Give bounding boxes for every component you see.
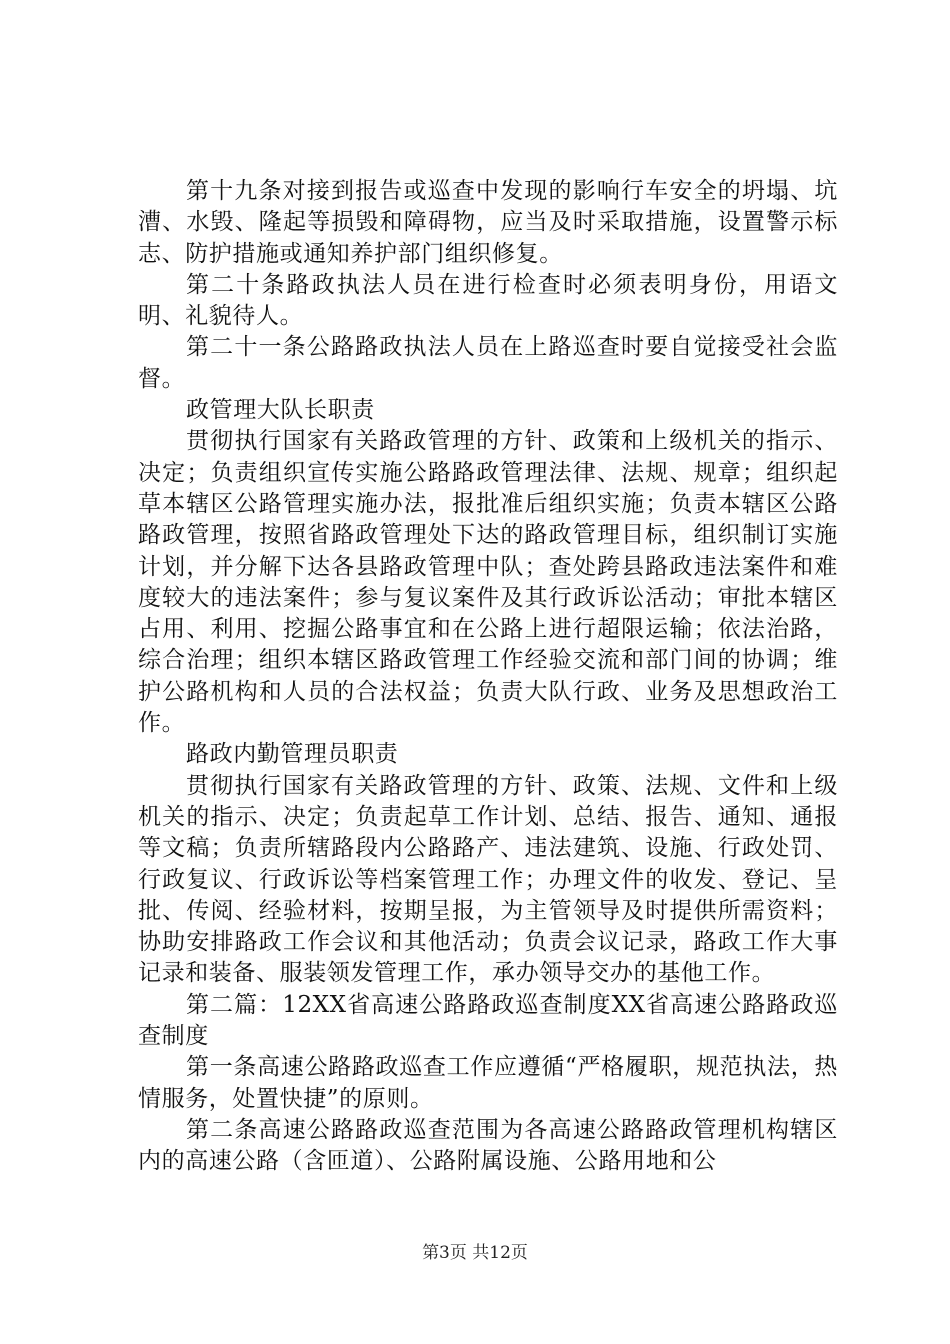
section-heading-team-leader: 政管理大队长职责 (186, 397, 375, 424)
section-heading-office-admin: 路政内勤管理员职责 (186, 741, 399, 768)
paragraph-article-20: 第二十条路政执法人员在进行检查时必须表明身份，用语文明、礼貌待人。 (138, 271, 838, 330)
paragraph-article-1: 第一条高速公路路政巡查工作应遵循“严格履职，规范执法，热情服务，处置快捷”的原则。 (138, 1054, 838, 1112)
page-footer (0, 1242, 950, 1264)
paragraph-article-19: 第十九条对接到报告或巡查中发现的影响行车安全的坍塌、坑漕、水毁、隆起等损毁和障碍物，应当及时采取措施，设置警示标志、防护措施或通知养护部门组织修复。 (138, 178, 838, 267)
paragraph-team-leader-duties: 贯彻执行国家有关路政管理的方针、政策和上级机关的指示、决定；负责组织宣传实施公路路政管理法律、法规、规章；组织起草本辖区公路管理实施办法，报批准后组织实施；负责本辖区公路路政管理，按照省路政管理处下达的路政管理目标，组织制订实施计划，并分解下达各县路政管理中队；查处跨县路政违法案件和难度较大的违法案件；参与复议案件及其行政诉讼活动；审批本辖区占用、利用、挖掘公路事宜和在公路上进行超限运输；依法治路，综合治理；组织本辖区路政管理工作经验交流和部门间的协调；维护公路机构和人员的合法权益；负责大队行政、业务及思想政治工作。 (138, 428, 838, 737)
document-body (138, 176, 838, 1178)
paragraph-part-two-title: 第二篇：12XX省高速公路路政巡查制度XX省高速公路路政巡查制度 (138, 991, 838, 1050)
paragraph-article-21: 第二十一条公路路政执法人员在上路巡查时要自觉接受社会监督。 (138, 334, 838, 392)
page-number-label: 第3页 共12页 (422, 1243, 528, 1263)
paragraph-article-2: 第二条高速公路路政巡查范围为各高速公路路政管理机构辖区内的高速公路（含匝道）、公路附属设施、公路用地和公 (138, 1116, 838, 1175)
paragraph-office-admin-duties: 贯彻执行国家有关路政管理的方针、政策、法规、文件和上级机关的指示、决定；负责起草工作计划、总结、报告、通知、通报等文稿；负责所辖路段内公路路产、违法建筑、设施、行政处罚、行政复议、行政诉讼等档案管理工作；办理文件的收发、登记、呈批、传阅、经验材料，按期呈报，为主管领导及时提供所需资料；协助安排路政工作会议和其他活动；负责会议记录，路政工作大事记录和装备、服装领发管理工作，承办领导交办的基他工作。 (138, 772, 838, 987)
